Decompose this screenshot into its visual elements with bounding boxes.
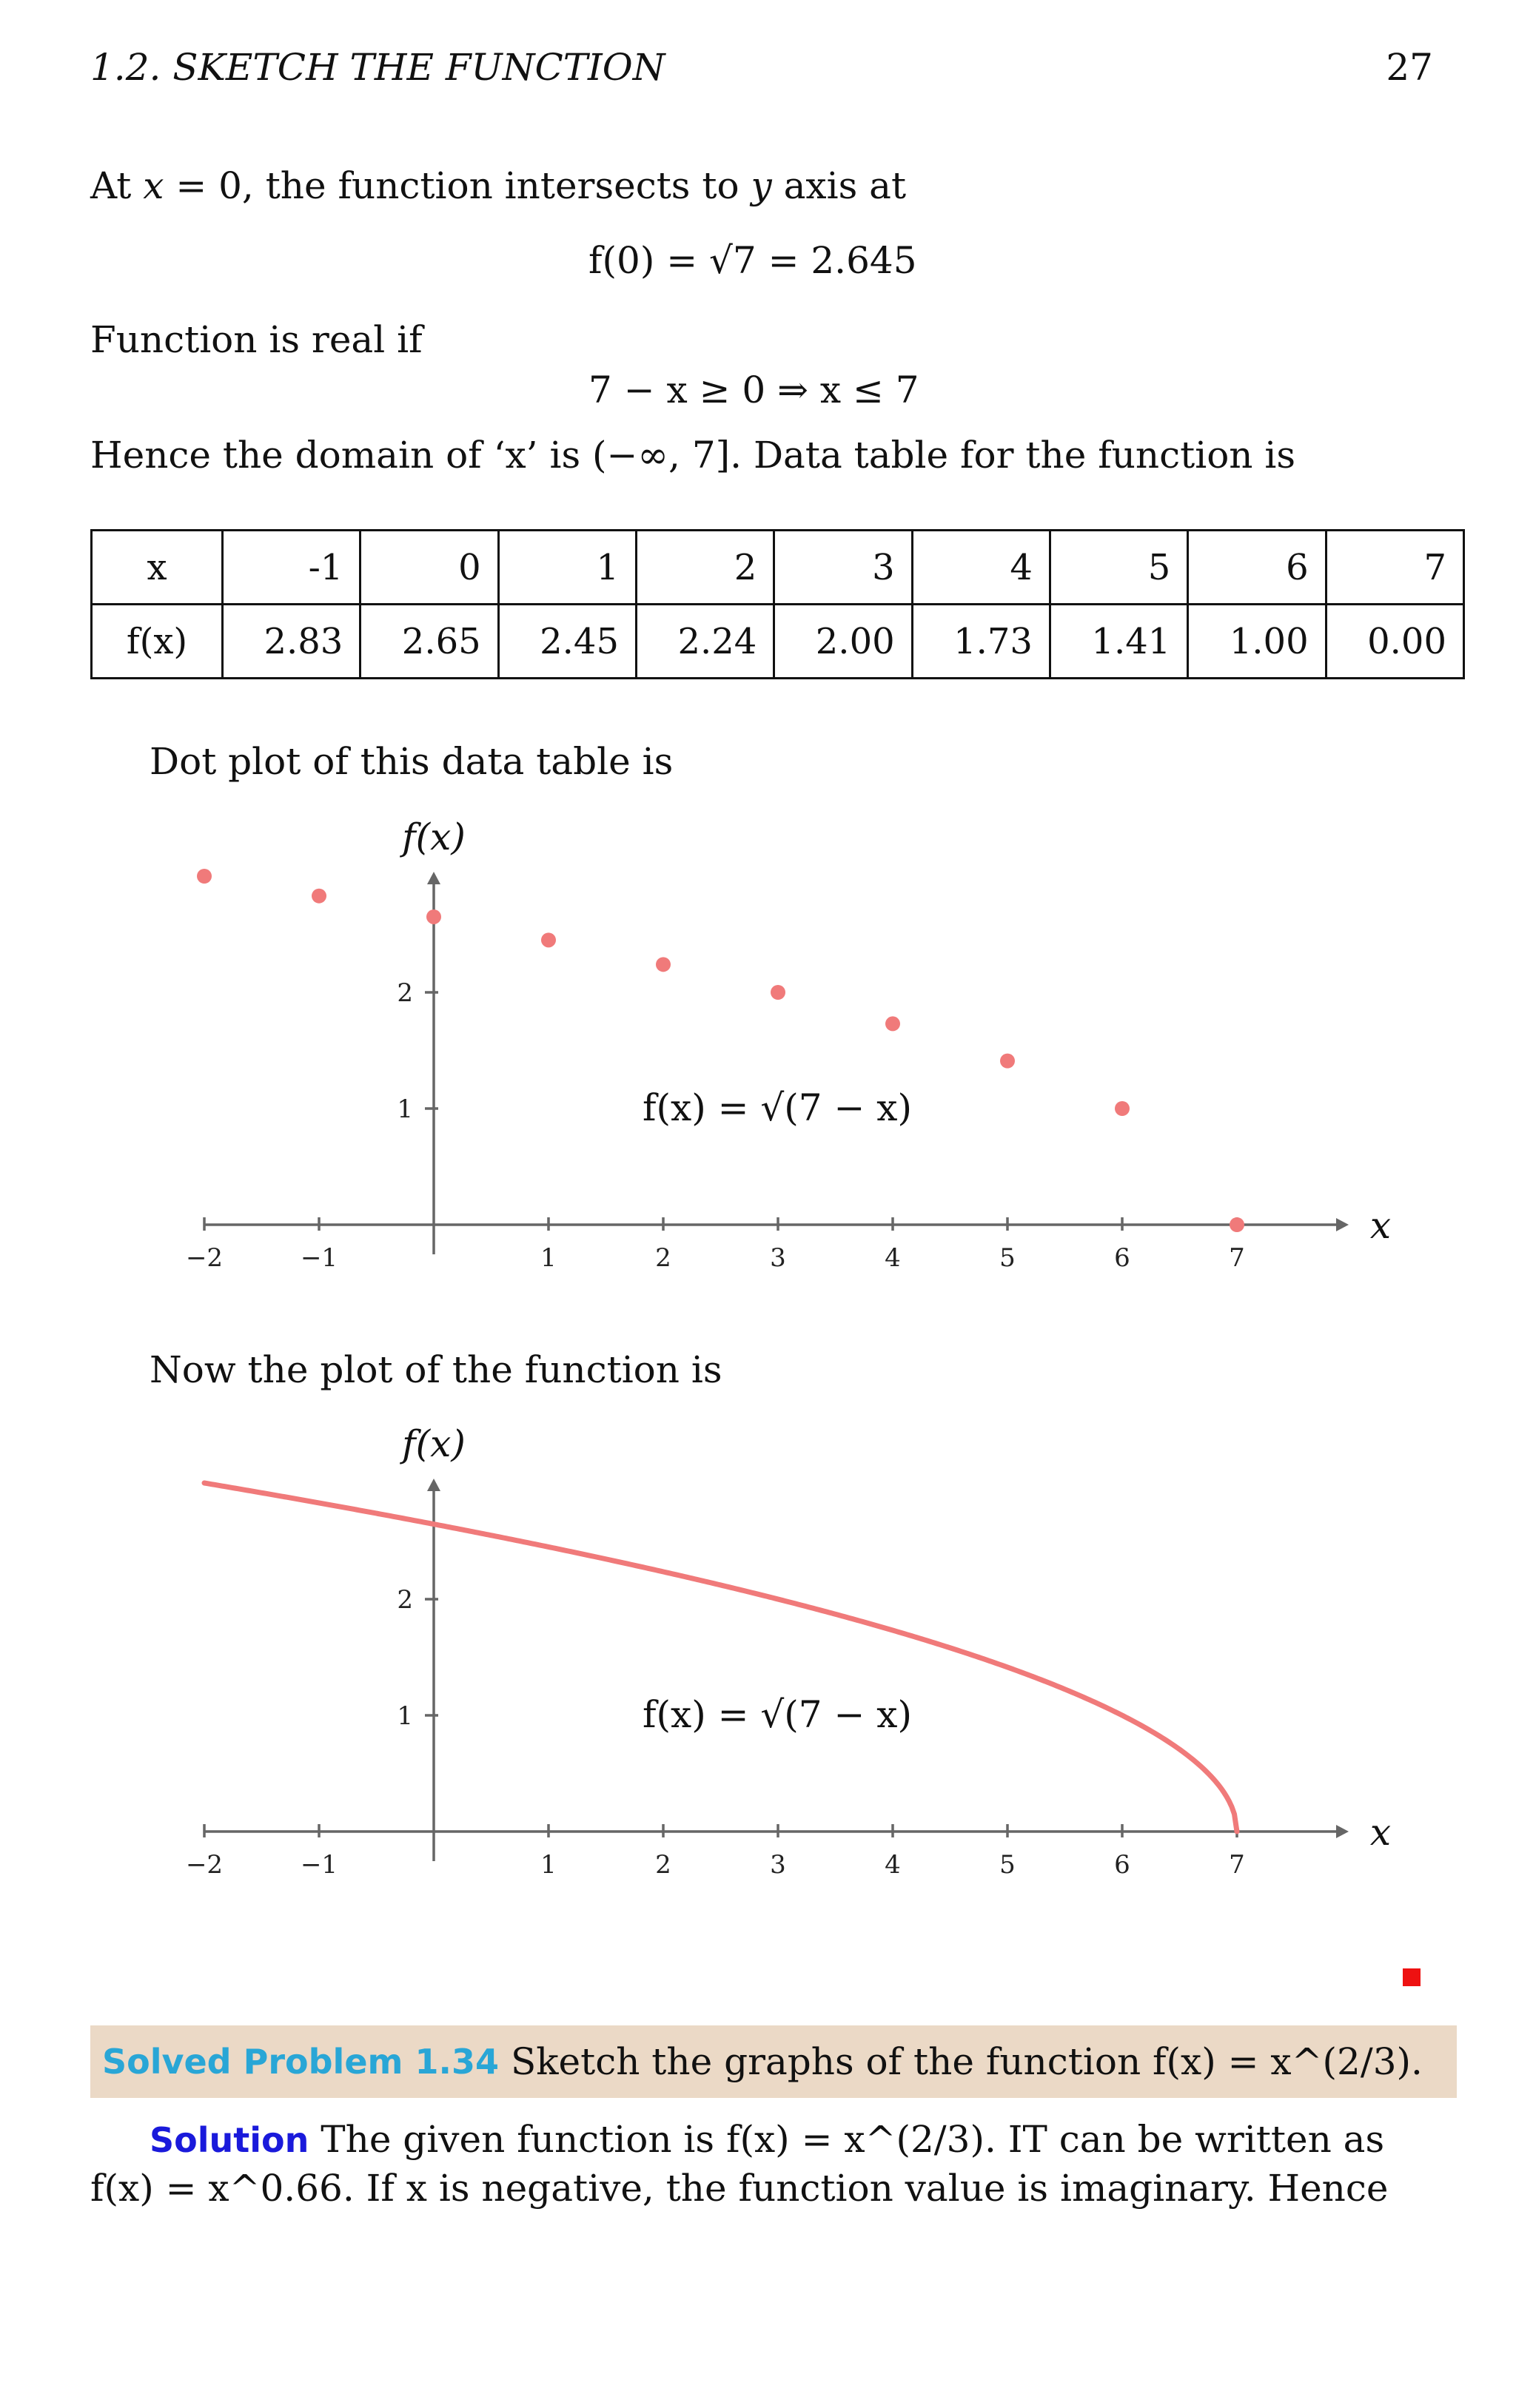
- solution-line-2: f(x) = x^0.66. If x is negative, the function value is imaginary. Hence: [90, 2167, 1389, 2210]
- x-tick-label: 7: [1229, 1850, 1245, 1880]
- x-tick-label: 2: [655, 1850, 671, 1880]
- dot-plot-intro: Dot plot of this data table is: [150, 740, 674, 783]
- table-cell: 5: [1050, 531, 1187, 605]
- x-axis-label: x: [1369, 1811, 1392, 1854]
- x-axis-arrow: [1336, 1218, 1349, 1231]
- page-number: 27: [1386, 46, 1433, 89]
- x-tick-label: 4: [885, 1243, 901, 1273]
- x-tick-label: −1: [300, 1243, 338, 1273]
- x-tick-label: 1: [540, 1850, 557, 1880]
- x-axis-arrow: [1336, 1825, 1349, 1838]
- x-tick-label: −2: [185, 1850, 224, 1880]
- function-annotation: f(x) = √(7 − x): [643, 1086, 912, 1129]
- x-tick-label: 6: [1114, 1850, 1130, 1880]
- table-cell: 7: [1326, 531, 1463, 605]
- x-axis-label: x: [1369, 1204, 1392, 1247]
- table-cell: 1.73: [912, 605, 1050, 679]
- x-tick-label: −2: [185, 1243, 224, 1273]
- y-tick-label: 1: [397, 1701, 413, 1731]
- function-plot-intro: Now the plot of the function is: [150, 1348, 722, 1391]
- table-cell: 2.00: [774, 605, 912, 679]
- data-point: [885, 1016, 900, 1031]
- y-axis-arrow: [427, 872, 440, 884]
- intro-text-end: axis at: [771, 164, 907, 207]
- table-cell: 2.45: [498, 605, 636, 679]
- x-tick-label: −1: [300, 1850, 338, 1880]
- qed-mark: [1403, 1968, 1421, 1986]
- table-cell: 2.83: [223, 605, 360, 679]
- table-cell: 2: [636, 531, 774, 605]
- dot-plot-chart: [0, 814, 1516, 1295]
- data-point: [771, 985, 785, 1000]
- y-tick-label: 2: [397, 1585, 413, 1615]
- table-cell: 1: [498, 531, 636, 605]
- x-tick-label: 1: [540, 1243, 557, 1273]
- table-cell: 2.65: [360, 605, 498, 679]
- x-tick-label: 2: [655, 1243, 671, 1273]
- table-cell: 0.00: [1326, 605, 1463, 679]
- intro-x-var: x: [143, 164, 164, 207]
- y-axis-arrow: [427, 1479, 440, 1491]
- solution-text-1: The given function is f(x) = x^(2/3). IT can be written as: [321, 2118, 1385, 2161]
- data-point: [1000, 1054, 1015, 1069]
- x-tick-label: 5: [999, 1850, 1016, 1880]
- y-tick-label: 1: [397, 1094, 413, 1124]
- domain-sentence: Hence the domain of ‘x’ is (−∞, 7]. Data table for the function is: [90, 434, 1296, 477]
- table-cell: 1.00: [1188, 605, 1326, 679]
- problem-label: Solved Problem 1.34: [102, 2042, 499, 2082]
- x-tick-label: 3: [770, 1243, 786, 1273]
- table-cell: 1.41: [1050, 605, 1187, 679]
- table-header-fx: f(x): [92, 605, 223, 679]
- problem-box: [90, 2025, 1457, 2098]
- function-curve: [204, 1483, 1237, 1832]
- data-point: [312, 889, 326, 904]
- function-annotation: f(x) = √(7 − x): [643, 1693, 912, 1736]
- solution-line-1: [150, 2118, 1384, 2161]
- x-tick-label: 3: [770, 1850, 786, 1880]
- data-point: [541, 932, 556, 947]
- x-tick-label: 4: [885, 1850, 901, 1880]
- x-tick-label: 7: [1229, 1243, 1245, 1273]
- equation-domain: 7 − x ≥ 0 ⇒ x ≤ 7: [588, 369, 919, 411]
- function-plot-chart: [0, 1421, 1516, 1902]
- x-tick-label: 5: [999, 1243, 1016, 1273]
- y-tick-label: 2: [397, 978, 413, 1008]
- y-axis-label: f(x): [402, 815, 466, 858]
- data-point: [426, 909, 441, 924]
- table-row-x: [92, 531, 1464, 605]
- problem-statement: Sketch the graphs of the function f(x) = x^(2/3).: [510, 2040, 1423, 2083]
- table-cell: 4: [912, 531, 1050, 605]
- table-header-x: x: [92, 531, 223, 605]
- table-cell: 6: [1188, 531, 1326, 605]
- data-table: [90, 529, 1465, 679]
- intro-paragraph: [90, 164, 906, 207]
- data-point: [656, 957, 671, 972]
- table-cell: 0: [360, 531, 498, 605]
- data-point: [1115, 1101, 1130, 1116]
- y-axis-label: f(x): [402, 1422, 466, 1465]
- data-point: [197, 869, 212, 884]
- intro-text: At: [90, 164, 144, 207]
- data-point: [1230, 1217, 1244, 1232]
- intro-text-mid: = 0, the function intersects to: [164, 164, 751, 207]
- table-cell: 3: [774, 531, 912, 605]
- table-cell: 2.24: [636, 605, 774, 679]
- intro-y-var: y: [751, 164, 772, 207]
- real-if-text: Function is real if: [90, 318, 423, 361]
- x-tick-label: 6: [1114, 1243, 1130, 1273]
- running-head: 1.2. SKETCH THE FUNCTION: [90, 46, 665, 89]
- equation-f0: f(0) = √7 = 2.645: [588, 239, 917, 282]
- table-row-fx: [92, 605, 1464, 679]
- table-cell: -1: [223, 531, 360, 605]
- solution-label: Solution: [150, 2120, 309, 2160]
